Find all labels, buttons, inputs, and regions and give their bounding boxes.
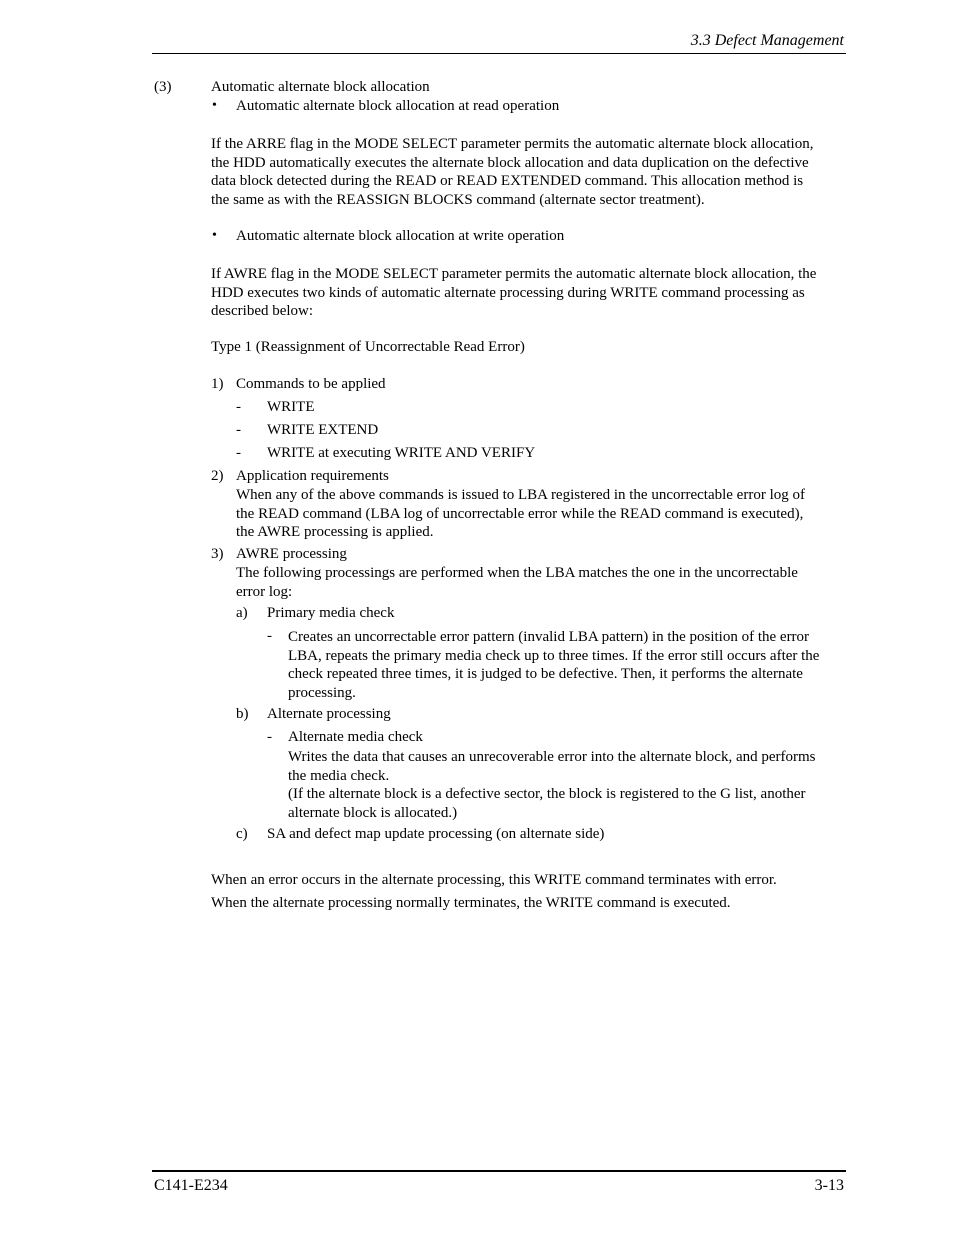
text-line: If AWRE flag in the MODE SELECT parameter permits the automatic alternate block allocation, the <box>211 266 817 282</box>
item3-number: 3) <box>211 546 224 562</box>
dash-marker: - <box>267 628 272 644</box>
footer-page-number: 3-13 <box>814 1177 844 1194</box>
command-item: WRITE at executing WRITE AND VERIFY <box>267 445 536 461</box>
sub-b-title: Alternate processing <box>267 706 391 722</box>
text-line: Creates an uncorrectable error pattern (invalid LBA pattern) in the position of the error <box>288 629 810 645</box>
item2-number: 2) <box>211 468 224 484</box>
text-line: described below: <box>211 303 314 319</box>
type1-heading: Type 1 (Reassignment of Uncorrectable Read Error) <box>211 339 525 355</box>
item1-number: 1) <box>211 376 224 392</box>
sub-c-title: SA and defect map update processing (on alternate side) <box>267 826 605 842</box>
sub-b-paragraph <box>288 748 816 822</box>
text-line: error log: <box>236 583 293 600</box>
header-rule <box>152 53 846 54</box>
command-item: WRITE <box>267 399 315 415</box>
dash-marker: - <box>236 399 241 415</box>
text-line: the AWRE processing is applied. <box>236 524 434 540</box>
text-line: Writes the data that causes an unrecoverable error into the alternate block, and performs <box>288 749 816 765</box>
write-paragraph <box>211 265 816 321</box>
dash-marker: - <box>236 445 241 461</box>
text-line: If the ARRE flag in the MODE SELECT parameter permits the automatic alternate block allocation, <box>211 136 814 152</box>
text-line: the media check. <box>288 767 390 784</box>
item2-paragraph <box>236 486 805 542</box>
item3-paragraph <box>236 564 798 601</box>
sub-a-title: Primary media check <box>267 605 395 621</box>
dash-marker: - <box>267 729 272 745</box>
running-header: 3.3 Defect Management <box>690 32 844 49</box>
item2-title: Application requirements <box>236 468 389 484</box>
closing-line: When an error occurs in the alternate processing, this WRITE command terminates with error. <box>211 872 777 888</box>
text-line: HDD executes two kinds of automatic alternate processing during WRITE command processing as <box>211 284 805 301</box>
text-line: check repeated three times, it is judged to be defective. Then, it performs the alternate <box>288 666 803 682</box>
text-line: the HDD automatically executes the alternate block allocation and data duplication on the defective <box>211 154 809 171</box>
write-bullet: Automatic alternate block allocation at write operation <box>236 228 565 244</box>
bullet-icon: • <box>212 228 217 243</box>
bullet-icon: • <box>212 98 217 113</box>
text-line: the READ command (LBA log of uncorrectable error while the READ command is executed), <box>236 505 804 522</box>
dash-marker: - <box>236 422 241 438</box>
item3-title: AWRE processing <box>236 546 347 562</box>
sub-a-label: a) <box>236 605 248 621</box>
footer-rule <box>152 1170 846 1172</box>
command-item: WRITE EXTEND <box>267 422 379 438</box>
text-line: alternate block is allocated.) <box>288 804 458 821</box>
text-line: the same as with the REASSIGN BLOCKS command (alternate sector treatment). <box>211 191 705 208</box>
text-line: processing. <box>288 684 356 701</box>
closing-line: When the alternate processing normally terminates, the WRITE command is executed. <box>211 895 731 911</box>
sub-a-paragraph <box>288 628 819 702</box>
item1-title: Commands to be applied <box>236 376 386 392</box>
text-line: data block detected during the READ or READ EXTENDED command. This allocation method is <box>211 173 804 189</box>
text-line: (If the alternate block is a defective sector, the block is registered to the G list, another <box>288 786 806 802</box>
section-number: (3) <box>154 79 172 95</box>
text-line: When any of the above commands is issued to LBA registered in the uncorrectable error log of <box>236 487 805 503</box>
section-title: Automatic alternate block allocation <box>211 79 430 95</box>
sub-b-label: b) <box>236 706 249 722</box>
sub-b-subtitle: Alternate media check <box>288 729 423 745</box>
read-bullet: Automatic alternate block allocation at read operation <box>236 98 560 114</box>
text-line: LBA, repeats the primary media check up to three times. If the error still occurs after the <box>288 647 820 664</box>
footer-doc-id: C141-E234 <box>154 1177 228 1194</box>
read-paragraph <box>211 135 813 209</box>
text-line: The following processings are performed when the LBA matches the one in the uncorrectable <box>236 565 798 581</box>
sub-c-label: c) <box>236 826 248 842</box>
